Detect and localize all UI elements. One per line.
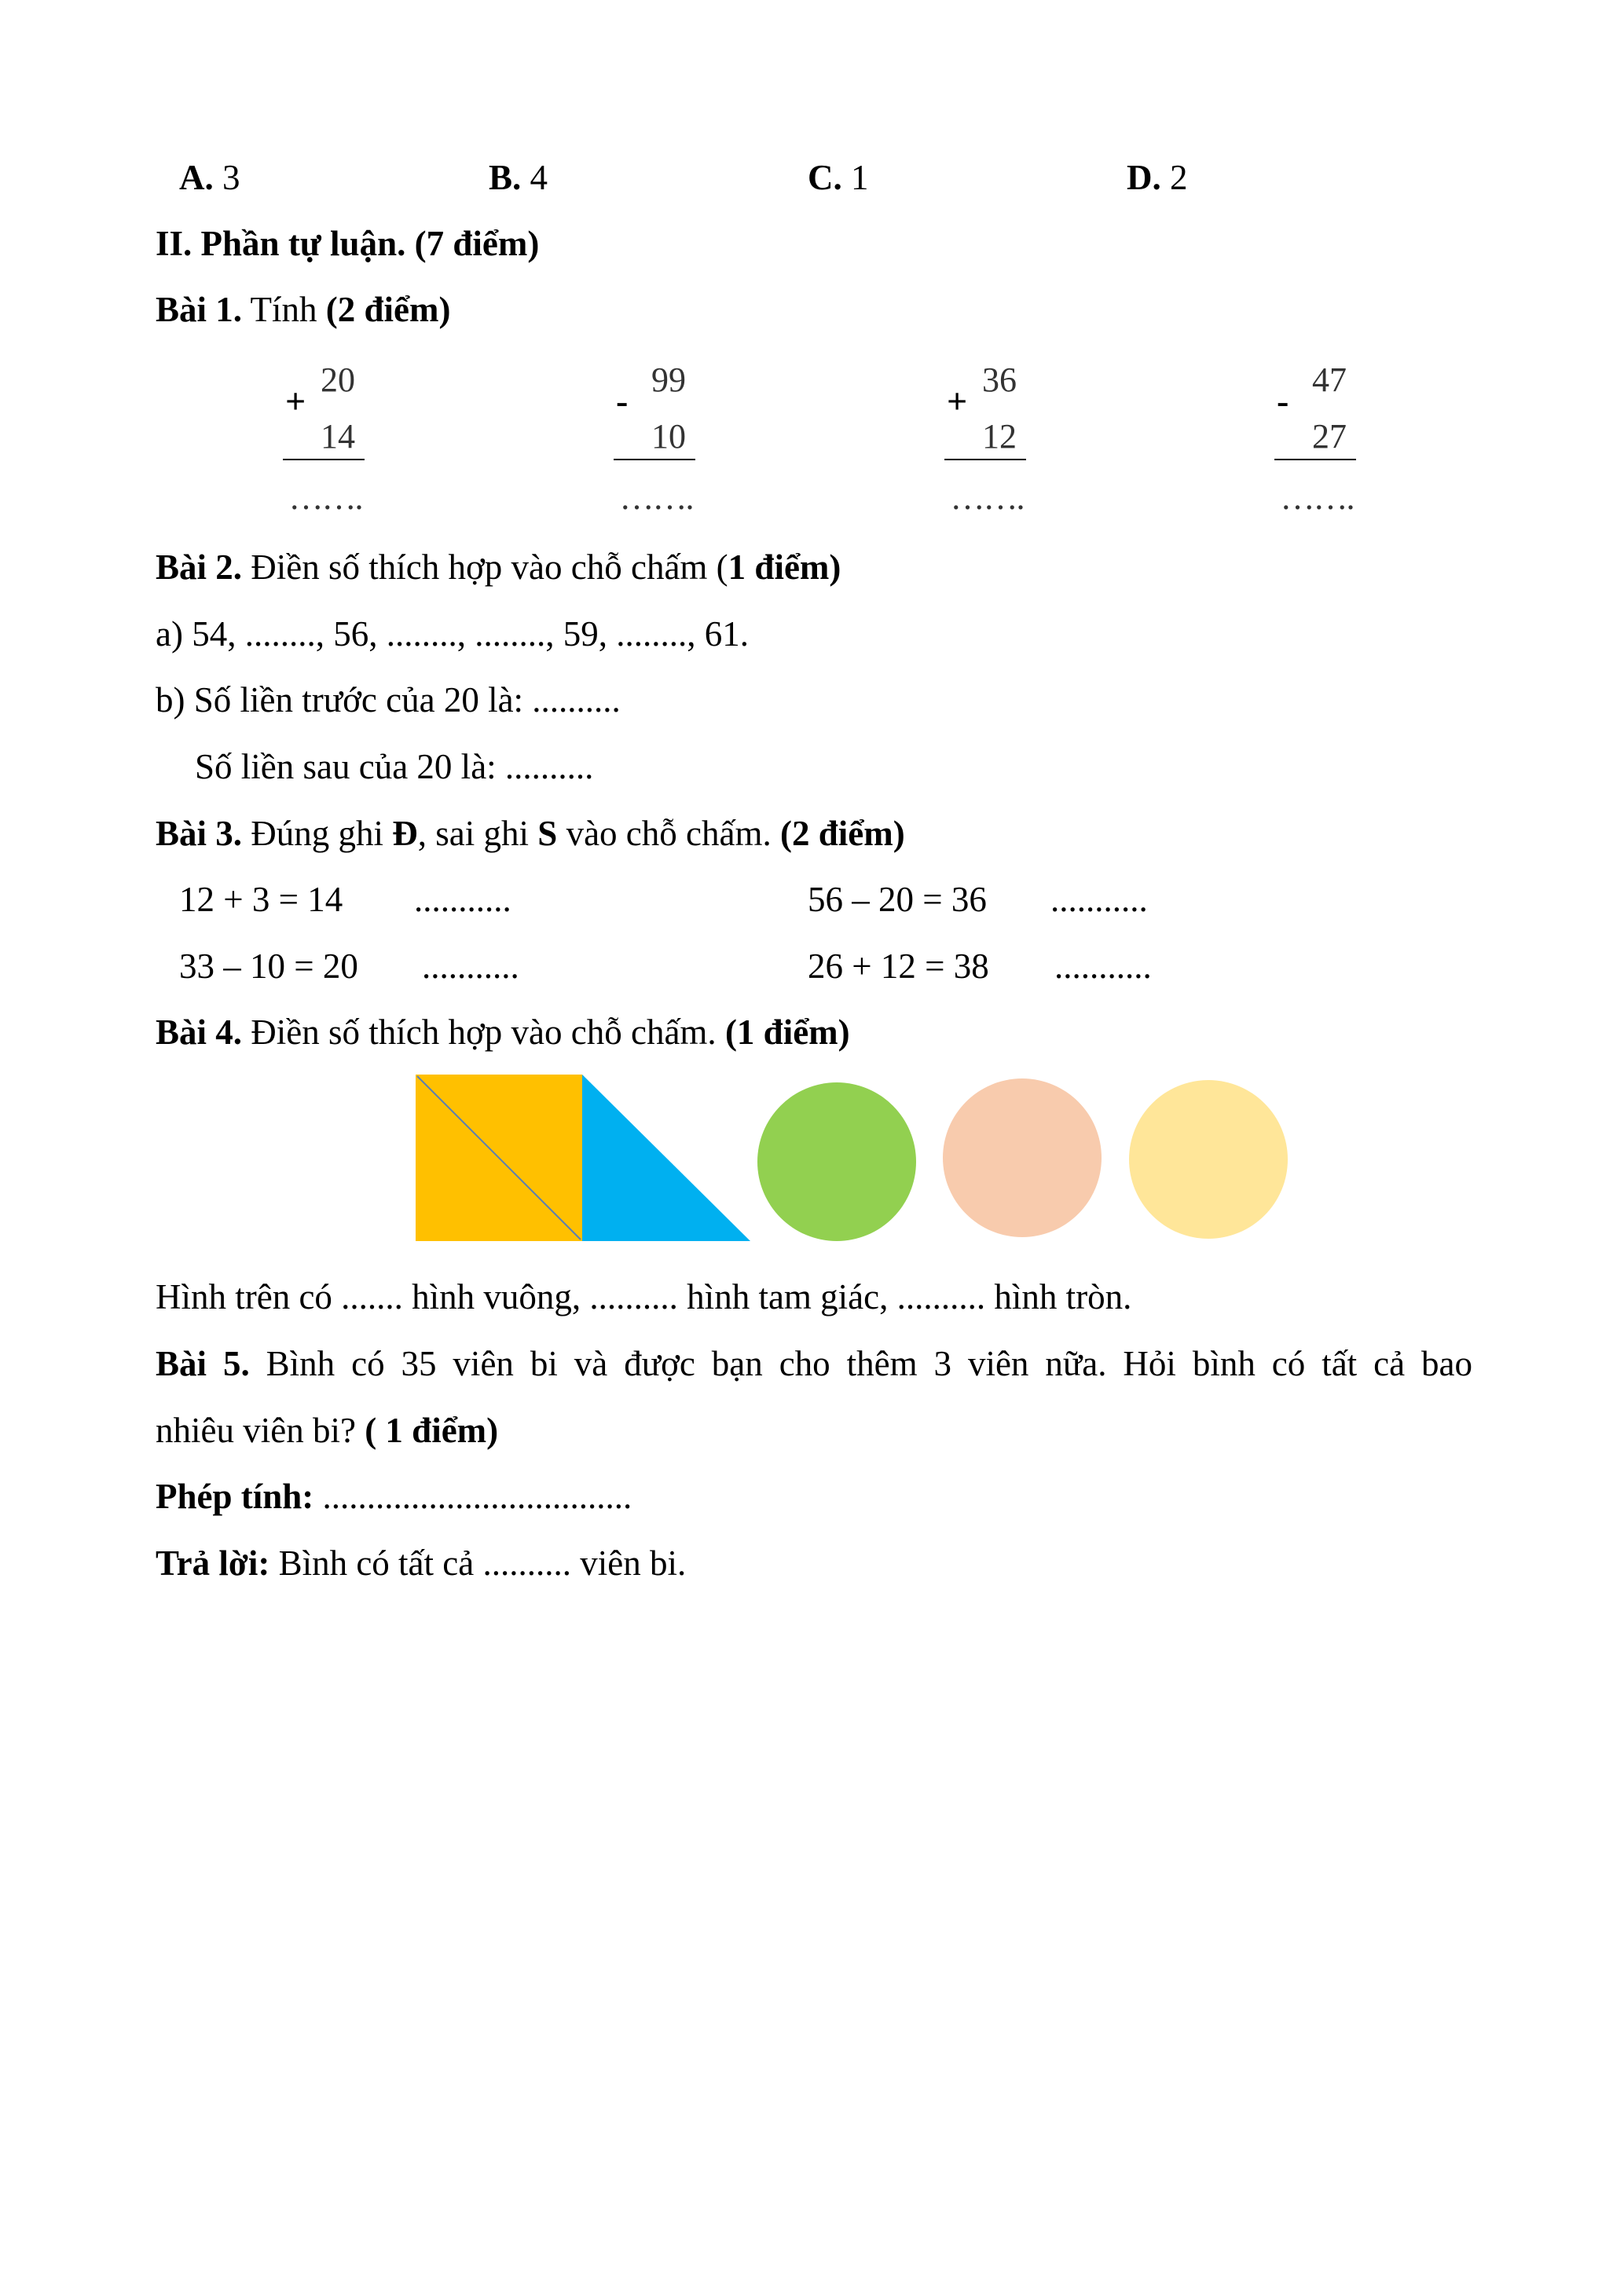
bai3-expr-2: 56 – 20 = 36	[808, 880, 987, 919]
bai3-blank-3: ...........	[422, 947, 519, 986]
sum-line	[944, 459, 1026, 460]
minus-sign: -	[1277, 381, 1289, 421]
answer-blank: …….	[288, 478, 362, 517]
answer-blank: …….	[619, 478, 693, 517]
option-a: A. 3	[179, 158, 240, 197]
plus-sign: +	[947, 381, 968, 421]
bai5-line-1: Bài 5. Bình có 35 viên bi và được bạn cho thêm 3 viên nữa. Hỏi bình có tất cả bao	[156, 1344, 1472, 1383]
option-c: C. 1	[808, 158, 869, 197]
bai5-line-2: nhiêu viên bi? ( 1 điểm)	[156, 1411, 499, 1450]
bai2-line-a: a) 54, ........, 56, ........, ........, 59, ........, 61.	[156, 614, 749, 654]
bai3-blank-1: ...........	[414, 880, 511, 919]
bai3-blank-4: ...........	[1054, 947, 1152, 986]
answer-blank: …….	[950, 478, 1024, 517]
section-title: II. Phần tự luận. (7 điểm)	[156, 224, 540, 263]
minus-sign: -	[616, 381, 629, 421]
option-d: D. 2	[1127, 158, 1188, 197]
bai2-heading: Bài 2. Điền số thích hợp vào chỗ chấm (1 điểm)	[156, 547, 841, 587]
bai3-heading: Bài 3. Đúng ghi Đ, sai ghi S vào chỗ chấm. (2 điểm)	[156, 814, 905, 853]
operand-top: 47	[1312, 361, 1347, 399]
bai4-answer-line: Hình trên có ....... hình vuông, .......... hình tam giác, .......... hình tròn.	[156, 1277, 1132, 1316]
bai4-heading: Bài 4. Điền số thích hợp vào chỗ chấm. (1 điểm)	[156, 1013, 850, 1052]
bai3-expr-1: 12 + 3 = 14	[179, 880, 343, 919]
sum-line	[283, 459, 365, 460]
bai3-expr-3: 33 – 10 = 20	[179, 947, 358, 986]
operand-top: 20	[321, 361, 355, 399]
bai1-heading: Bài 1. Tính (2 điểm)	[156, 290, 451, 329]
operand-bottom: 27	[1312, 417, 1347, 456]
sum-line	[1274, 459, 1356, 460]
bai3-expr-4: 26 + 12 = 38	[808, 947, 989, 986]
circle-peach	[943, 1078, 1102, 1237]
operand-bottom: 12	[982, 417, 1017, 456]
bai5-answer: Trả lời: Bình có tất cả .......... viên bi.	[156, 1543, 687, 1583]
operand-bottom: 10	[651, 417, 686, 456]
plus-sign: +	[285, 381, 306, 421]
circle-yellow	[1129, 1080, 1288, 1239]
sum-line	[614, 459, 695, 460]
operand-top: 99	[651, 361, 686, 399]
bai5-calc: Phép tính: ...................................	[156, 1477, 632, 1516]
bai2-line-b: b) Số liền trước của 20 là: ..........	[156, 680, 621, 720]
shapes-figure	[412, 1068, 1292, 1241]
operand-bottom: 14	[321, 417, 355, 456]
option-b: B. 4	[489, 158, 548, 197]
answer-blank: …….	[1280, 478, 1354, 517]
circle-green	[757, 1082, 916, 1241]
operand-top: 36	[982, 361, 1017, 399]
bai3-blank-2: ...........	[1050, 880, 1148, 919]
triangle-shape	[582, 1075, 750, 1241]
bai2-line-c: Số liền sau của 20 là: ..........	[195, 747, 594, 786]
